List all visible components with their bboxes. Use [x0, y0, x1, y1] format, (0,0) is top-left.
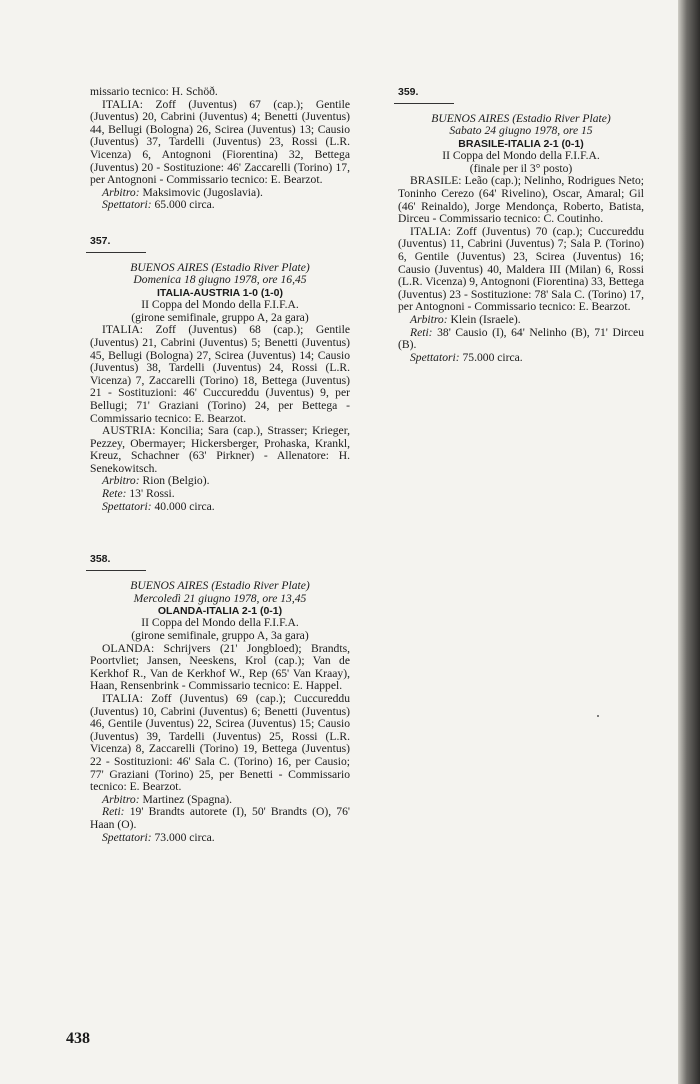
italia-lineup: ITALIA: Zoff (Juventus) 69 (cap.); Cuccureddu (Juventus) 10, Cabrini (Juventus) 6; Benetti (Juventus) 46, Gentile (Juventus) 22, Scirea (Juventus) 15; Causio (Juventus) 39, Tardelli (Juventus) 25, Rossi (L.R. Vicenza) 8, Zaccarelli (Torino) 19, Bettega (Juventus) 22 - Sostituzioni: 46' Sala C. (Torino) 16, per Causio; 77' Graziani (Torino) 25, per Benetti - Commissario tecnico: E. Bearzot. — [90, 692, 350, 794]
separator-rule — [86, 570, 146, 571]
match-357 — [90, 235, 350, 513]
match-score: OLANDA-ITALIA 2-1 (0-1) — [157, 605, 283, 618]
match-venue: BUENOS AIRES (Estadio River Plate) — [431, 112, 611, 125]
italia-lineup: ITALIA: Zoff (Juventus) 68 (cap.); Gentile (Juventus) 21, Cabrini (Juventus) 5; Benetti (Juventus) 45, Bellugi (Bologna) 27, Scirea (Juventus) 14; Causio (Juventus) 38, Tardelli (Juventus) 24, Rossi (L.R. Vicenza) 7, Zaccarelli (Torino) 18, Bettega (Juventus) 21 - Sostituzioni: 46' Cuccureddu (Juventus) 9, per Bellugi; 71' Graziani (Torino) 24, per Bettega - Commissario tecnico: E. Bearzot. — [90, 323, 350, 425]
page-edge-shadow — [678, 0, 700, 1084]
arbitro-value: Martinez (Spagna). — [142, 792, 232, 806]
spettatori-label: Spettatori: — [102, 830, 152, 844]
arbitro-value: Rion (Belgio). — [142, 474, 210, 488]
match-358 — [90, 553, 350, 844]
arbitro-label: Arbitro: — [410, 312, 448, 326]
separator-rule — [394, 103, 454, 104]
match-date: Mercoledì 21 giugno 1978, ore 13,45 — [133, 591, 307, 605]
reti-value: 19' Brandts autorete (I), 50' Brandts (O), 76' Haan (O). — [90, 805, 350, 831]
rete-value: 13' Rossi. — [129, 487, 175, 501]
spettatori-value: 40.000 circa. — [154, 499, 215, 513]
competition: II Coppa del Mondo della F.I.F.A. — [141, 616, 299, 630]
arbitro-value: Klein (Israele). — [450, 312, 521, 326]
opponent-lineup: AUSTRIA: Koncilia; Sara (cap.), Strasser; Krieger, Pezzey, Obermayer; Hickersberger, Prohaska, Krankl, Kreuz, Schachner (63' Pirkner) - Allenatore: H. Senekowitsch. — [90, 424, 350, 475]
arbitro-value: Maksimovic (Jugoslavia). — [142, 185, 263, 199]
reti-label: Reti: — [102, 805, 125, 819]
match-date: Domenica 18 giugno 1978, ore 16,45 — [133, 273, 307, 287]
match-venue: BUENOS AIRES (Estadio River Plate) — [130, 260, 310, 274]
round: (girone semifinale, gruppo A, 3a gara) — [131, 629, 309, 643]
italia-lineup: ITALIA: Zoff (Juventus) 67 (cap.); Gentile (Juventus) 20, Cabrini (Juventus) 4; Benetti (Juventus) 44, Bellugi (Bologna) 26, Scirea (Juventus) 13; Causio (Juventus) 37, Tardelli (Juventus) 23, Rossi (L.R. Vicenza) 6, Antognoni (Fiorentina) 32, Bettega (Juventus) 20 - Sostituzione: 46' Zaccarelli (Torino) 17, per Antognoni - Commissario tecnico: E. Bearzot. — [90, 97, 350, 187]
match-score: BRASILE-ITALIA 2-1 (0-1) — [458, 137, 584, 150]
round: (girone semifinale, gruppo A, 2a gara) — [131, 310, 309, 324]
match-356-continuation — [90, 86, 350, 212]
spettatori-value: 73.000 circa. — [154, 830, 215, 844]
round: (finale per il 3° posto) — [469, 161, 573, 175]
match-359 — [398, 86, 644, 364]
reti-value: 38' Causio (I), 64' Nelinho (B), 71' Dirceu (B). — [398, 325, 644, 352]
competition: II Coppa del Mondo della F.I.F.A. — [442, 149, 600, 163]
italia-lineup: ITALIA: Zoff (Juventus) 70 (cap.); Cuccureddu (Juventus) 11, Cabrini (Juventus) 7; Sala P. (Torino) 6, Gentile (Juventus) 23, Scirea (Juventus) 16; Causio (Juventus) 40, Maldera III (Milan) 6, Rossi (L.R. Vicenza) 9, Antognoni (Fiorentina) 33, Bettega (Juventus) 23 - Sostituzione: 78' Sala C. (Torino) 17, per Antognoni - Commissario tecnico: E. Bearzot. — [398, 224, 644, 314]
spettatori-label: Spettatori: — [410, 350, 460, 364]
spettatori-label: Spettatori: — [102, 198, 152, 212]
line-commissario: missario tecnico: H. Schöð. — [90, 85, 218, 98]
rete-label: Rete: — [102, 487, 127, 501]
reti-label: Reti: — [410, 325, 433, 339]
spettatori-label: Spettatori: — [102, 499, 152, 513]
match-venue: BUENOS AIRES (Estadio River Plate) — [130, 579, 310, 593]
opponent-lineup: BRASILE: Leão (cap.); Nelinho, Rodrigues Neto; Toninho Cerezo (64' Rivelino), Oscar, Amaral; Gil (46' Reinaldo), Jorge Mendonça, Roberto, Batista, Dirceu - Commissario tecnico: C. Coutinho. — [398, 174, 644, 226]
match-date: Sabato 24 giugno 1978, ore 15 — [449, 124, 593, 138]
separator-rule — [86, 252, 146, 253]
print-speck — [597, 715, 599, 717]
match-score: ITALIA-AUSTRIA 1-0 (1-0) — [157, 286, 283, 299]
right-column — [398, 86, 644, 364]
opponent-lineup: OLANDA: Schrijvers (21' Jongbloed); Brandts, Poortvliet; Jansen, Neeskens, Krol (cap.); Van de Kerkhof R., Van de Kerkhof W., Rep (65' Van Kraay), Haan, Rensenbrink - Commissario tecnico: E. Happel. — [90, 641, 350, 693]
spettatori-value: 65.000 circa. — [154, 198, 215, 212]
match-number: 357. — [90, 234, 111, 247]
arbitro-label: Arbitro: — [102, 474, 140, 488]
arbitro-label: Arbitro: — [102, 185, 140, 199]
match-number: 359. — [398, 86, 419, 98]
arbitro-label: Arbitro: — [102, 792, 140, 806]
page-number: 438 — [66, 1030, 90, 1047]
left-column — [90, 86, 350, 844]
competition: II Coppa del Mondo della F.I.F.A. — [141, 298, 299, 312]
spettatori-value: 75.000 circa. — [462, 350, 523, 364]
match-number: 358. — [90, 553, 111, 566]
